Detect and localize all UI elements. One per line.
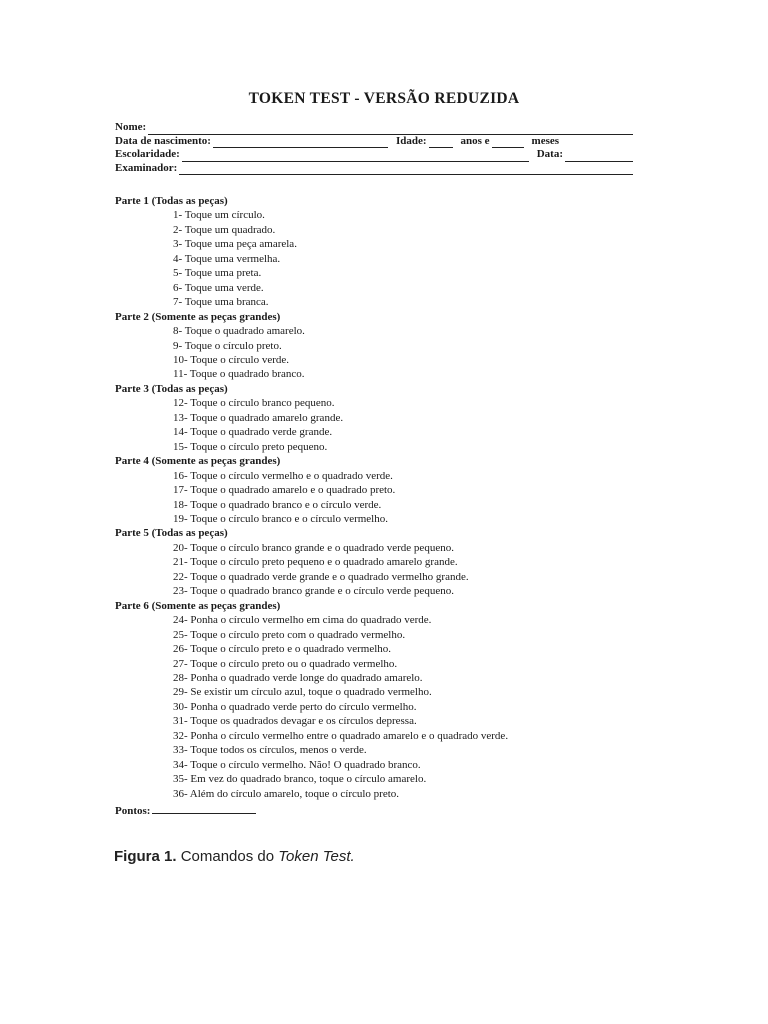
- caption-italic: Token Test.: [278, 848, 355, 865]
- command-item: 1- Toque um círculo.: [173, 209, 265, 222]
- form-row-escolaridade: [115, 148, 635, 162]
- nome-label: Nome:: [115, 121, 147, 133]
- command-item: 27- Toque o círculo preto ou o quadrado vermelho.: [173, 657, 398, 670]
- command-item: 12- Toque o círculo branco pequeno.: [173, 397, 335, 410]
- figure-caption: [114, 848, 355, 865]
- command-item: 25- Toque o círculo preto com o quadrado vermelho.: [173, 628, 406, 641]
- command-item: 3- Toque uma peça amarela.: [173, 238, 297, 251]
- idade-label: Idade:: [395, 134, 427, 147]
- examinador-label: Examinador:: [115, 161, 178, 174]
- command-item: 15- Toque o círculo preto pequeno.: [173, 440, 328, 453]
- command-item: 14- Toque o quadrado verde grande.: [173, 426, 333, 439]
- form-row-examinador: [115, 162, 635, 176]
- part-title: Parte 5 (Todas as peças): [115, 527, 228, 540]
- meses-label: meses: [531, 134, 560, 147]
- command-item: 5- Toque uma preta.: [173, 267, 262, 280]
- command-item: 28- Ponha o quadrado verde longe do quadrado amarelo.: [173, 671, 423, 684]
- command-item: 33- Toque todos os círculos, menos o verde.: [173, 744, 367, 757]
- part-title: Parte 4 (Somente as peças grandes): [115, 455, 281, 468]
- command-item: 34- Toque o círculo vermelho. Não! O quadrado branco.: [173, 758, 421, 771]
- part-title: Parte 6 (Somente as peças grandes): [115, 599, 281, 612]
- command-item: 23- Toque o quadrado branco grande e o círculo verde pequeno.: [173, 585, 454, 598]
- header-form: [115, 121, 635, 175]
- data-nascimento-field[interactable]: [213, 137, 388, 148]
- test-sections: [115, 194, 645, 801]
- command-item: 10- Toque o círculo verde.: [173, 353, 290, 366]
- command-item: 26- Toque o círculo preto e o quadrado vermelho.: [173, 643, 392, 656]
- escolaridade-label: Escolaridade:: [115, 148, 180, 160]
- command-item: 8- Toque o quadrado amarelo.: [173, 325, 305, 338]
- part-title: Parte 1 (Todas as peças): [115, 195, 228, 207]
- command-item: 17- Toque o quadrado amarelo e o quadrado preto.: [173, 484, 396, 497]
- part-title: Parte 2 (Somente as peças grandes): [115, 310, 281, 323]
- page-title: TOKEN TEST - VERSÃO REDUZIDA: [248, 90, 520, 107]
- command-item: 22- Toque o quadrado verde grande e o quadrado vermelho grande.: [173, 570, 469, 583]
- command-item: 7- Toque uma branca.: [173, 296, 269, 309]
- command-item: 24- Ponha o círculo vermelho em cima do quadrado verde.: [173, 614, 432, 627]
- command-item: 13- Toque o quadrado amarelo grande.: [173, 411, 344, 424]
- command-item: 29- Se existir um círculo azul, toque o quadrado vermelho.: [173, 686, 432, 699]
- form-row-nascimento: [115, 135, 635, 149]
- escolaridade-field[interactable]: [182, 151, 529, 162]
- command-item: 11- Toque o quadrado branco.: [173, 368, 305, 381]
- data-label: Data:: [536, 148, 563, 160]
- command-item: 18- Toque o quadrado branco e o círculo verde.: [173, 498, 382, 511]
- form-row-nome: [115, 121, 635, 135]
- data-nascimento-label: Data de nascimento:: [115, 134, 211, 147]
- command-item: 4- Toque uma vermelha.: [173, 252, 281, 265]
- command-item: 9- Toque o círculo preto.: [173, 339, 282, 352]
- caption-label: Figura 1.: [114, 848, 177, 865]
- idade-meses-field[interactable]: [492, 137, 524, 148]
- command-item: 20- Toque o círculo branco grande e o quadrado verde pequeno.: [173, 541, 454, 554]
- command-item: 36- Além do círculo amarelo, toque o círculo preto.: [173, 787, 400, 800]
- command-item: 19- Toque o círculo branco e o círculo vermelho.: [173, 512, 388, 525]
- command-item: 16- Toque o círculo vermelho e o quadrado verde.: [173, 469, 393, 482]
- data-field[interactable]: [565, 151, 633, 162]
- points-row: [115, 803, 256, 817]
- command-item: 35- Em vez do quadrado branco, toque o círculo amarelo.: [173, 773, 427, 786]
- command-item: 30- Ponha o quadrado verde perto do círculo vermelho.: [173, 700, 417, 713]
- caption-text: Comandos do: [180, 848, 275, 865]
- anos-label: anos e: [460, 134, 490, 147]
- idade-anos-field[interactable]: [429, 137, 453, 148]
- points-field[interactable]: [152, 803, 256, 814]
- points-label: Pontos:: [115, 805, 151, 817]
- command-item: 21- Toque o círculo preto pequeno e o quadrado amarelo grande.: [173, 556, 458, 569]
- examinador-field[interactable]: [179, 164, 633, 175]
- spacer: [561, 138, 633, 148]
- command-item: 31- Toque os quadrados devagar e os círculos depressa.: [173, 715, 417, 728]
- command-item: 2- Toque um quadrado.: [173, 223, 276, 236]
- command-item: 6- Toque uma verde.: [173, 281, 264, 294]
- command-item: 32- Ponha o círculo vermelho entre o quadrado amarelo e o quadrado verde.: [173, 729, 509, 742]
- nome-field[interactable]: [148, 124, 633, 135]
- part-title: Parte 3 (Todas as peças): [115, 382, 228, 395]
